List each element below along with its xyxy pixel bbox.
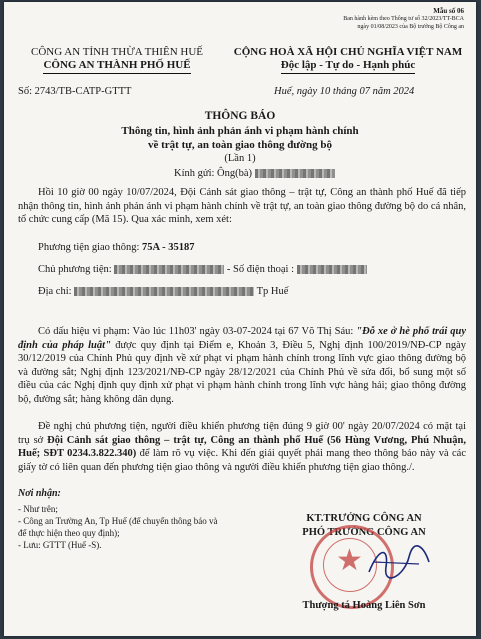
recipient-label: Kính gửi: Ông(bà) (174, 168, 253, 179)
national-header (224, 46, 472, 74)
recipient-item: - Công an Trường An, Tp Huế (để chuyển thông báo và để thực hiện theo quy định); (18, 516, 218, 538)
form-note-line2: ngày 01/08/2023 của Bộ trưởng Bộ Công an (357, 24, 464, 30)
recipients-list (18, 503, 228, 551)
agency-line2: CÔNG AN THÀNH PHỐ HUẾ (43, 59, 190, 74)
vehicle-label: Phương tiện giao thông: (38, 242, 140, 253)
request-part1: Đề nghị chủ phương tiện, người điều khiển phương tiện đúng 9 giờ 00' ngày 20/07/2024 có mặt tại trụ sở (18, 421, 466, 446)
request-office: Đội Cảnh sát giao thông – trật tự, Công an thành phố Huế (56 Hùng Vương, Phú Nhuận, Huế; SĐT 0234.3.822.340) (18, 434, 466, 459)
signer-name: Thượng tá Hoàng Liên Sơn (302, 600, 426, 611)
vehicle-plate: 75A - 35187 (142, 242, 195, 253)
violation-prefix: Có dấu hiệu vi phạm: Vào lúc 11h03' ngày 03-07-2024 tại 67 Võ Thị Sáu: (38, 326, 354, 337)
owner-label: Chủ phương tiện: (38, 264, 112, 275)
document-number: Số: 2743/TB-CATP-GTTT (18, 86, 132, 97)
recipient-line (174, 168, 335, 179)
form-number: Mẫu số 06 (433, 7, 464, 15)
address-label: Địa chỉ: (38, 286, 72, 297)
agency-line1: CÔNG AN TỈNH THỪA THIÊN HUẾ (30, 46, 203, 58)
violation-quote: "Đỗ xe ở hè phố trái quy định của pháp luật" (18, 326, 467, 351)
recipient-item: - Lưu: GTTT (Huế -S). (18, 540, 102, 550)
form-note-line1: Ban hành kèm theo Thông tư số 32/2023/TT-BCA (343, 16, 464, 22)
redacted-phone (297, 265, 367, 274)
address-city: Tp Huế (256, 286, 289, 297)
issuing-agency (12, 46, 222, 74)
redacted-address (74, 287, 254, 296)
address-row (38, 286, 288, 297)
vehicle-row (38, 242, 195, 253)
request-paragraph (18, 420, 466, 474)
redacted-name (255, 169, 335, 178)
phone-label: - Số điện thoại : (226, 264, 294, 275)
title-line2: về trật tự, an toàn giao thông đường bộ (147, 139, 332, 151)
motto: Độc lập - Tự do - Hạnh phúc (281, 59, 415, 74)
recipients-heading: Nơi nhận: (18, 488, 61, 499)
redacted-owner (114, 265, 224, 274)
violation-paragraph (18, 325, 466, 406)
violation-rest: được quy định tại Điểm e, Khoản 3, Điều 5, Nghị định 100/2019/NĐ-CP ngày 30/12/2019 của Chính Phủ quy định về xử phạt vi phạm hành chính trong lĩnh vực giao thông đường bộ và đường sắt; Nghị định 123/2021/NĐ-CP ngày 28/12/2021 của Chính Phủ về sửa đổi, bổ sung một số điều của các Nghị định quy định xử phạt vi phạm hành chính trong lĩnh vực hàng hải; giao thông đường bộ, đường sắt; hàng không dân dụng. (18, 339, 466, 405)
country-name: CỘNG HOÀ XÃ HỘI CHỦ NGHĨA VIỆT NAM (233, 46, 463, 58)
intro-text: Hồi 10 giờ 00 ngày 10/07/2024, Đội Cảnh sát giao thông – trật tự, Công an thành phố Huế đã tiếp nhận thông tin, hình ảnh phản ánh vi phạm hành chính về trật tự, an toàn giao thông đường bộ do cá nhân, tổ chức cung cấp (Mã 15). Qua xác minh, xem xét: (18, 187, 466, 225)
form-note (343, 15, 464, 31)
star-icon: ★ (336, 544, 363, 577)
owner-row (38, 264, 367, 275)
signature-title2: PHÓ TRƯỞNG CÔNG AN (302, 527, 426, 538)
document-title: THÔNG BÁO (204, 110, 276, 122)
handwritten-signature (364, 542, 434, 582)
signature-title1: KT.TRƯỞNG CÔNG AN (306, 513, 422, 524)
intro-paragraph (18, 186, 466, 227)
place-date: Huế, ngày 10 tháng 07 năm 2024 (274, 86, 415, 97)
document-page (4, 2, 476, 636)
issue-number: (Lần 1) (224, 153, 256, 164)
request-part2: để làm rõ vụ việc. Khi đến giải quyết phải mang theo thông báo này và các giấy tờ có liên quan đến phương tiện giao thông và người điều khiển phương tiện giao thông./. (18, 448, 466, 473)
title-line1: Thông tin, hình ảnh phản ánh vi phạm hành chính (121, 125, 359, 137)
recipient-item: - Như trên; (18, 504, 58, 514)
